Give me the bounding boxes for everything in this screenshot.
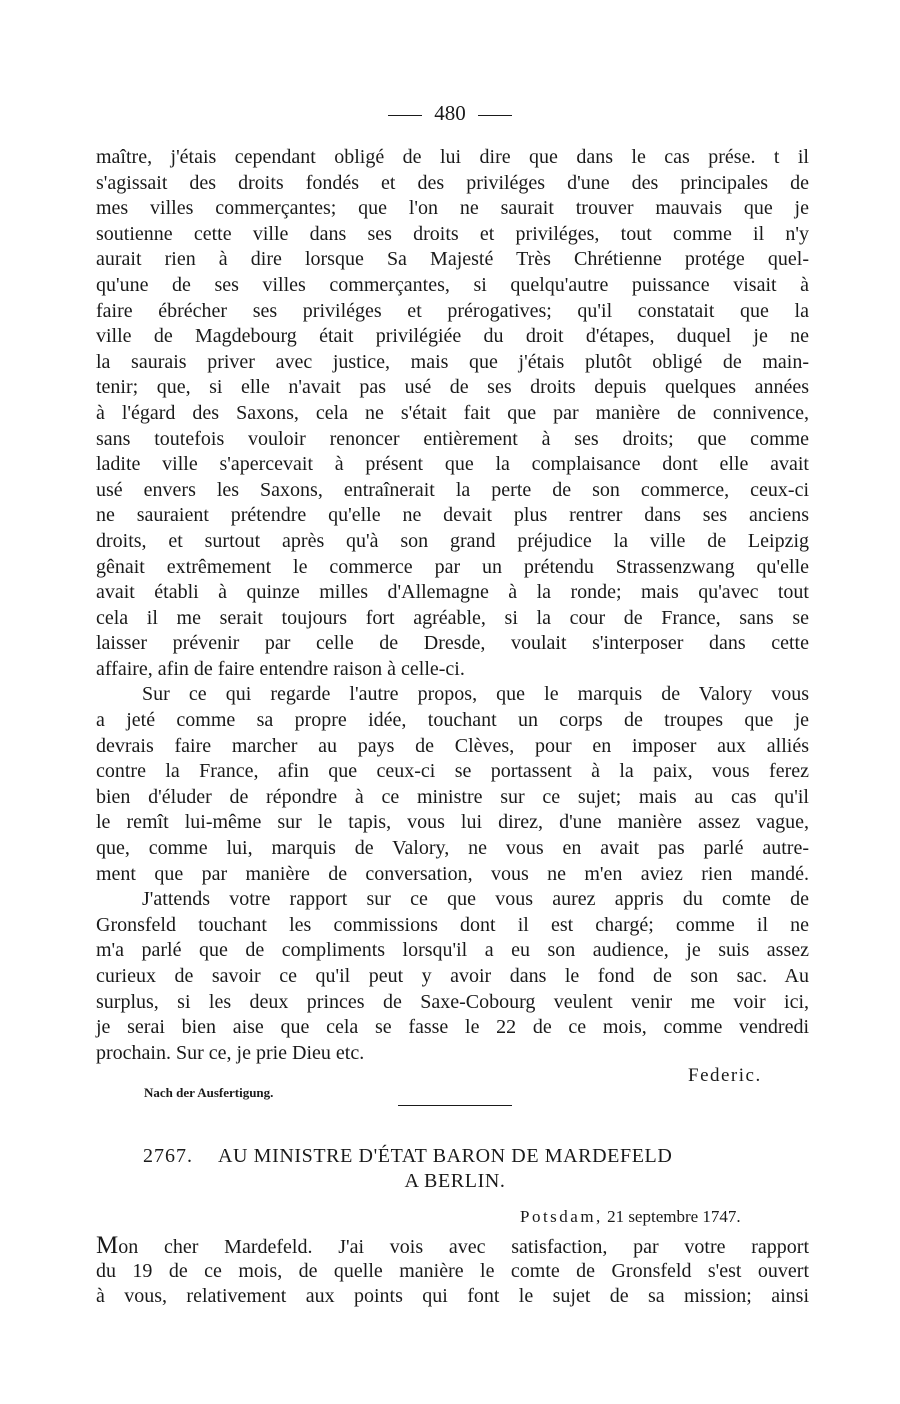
- letter-body: [96, 1233, 809, 1310]
- text-line: ladite ville s'apercevait à présent que la complaisance dont elle avait: [96, 453, 809, 476]
- text-line: faire ébrécher ses priviléges et prérogatives; qu'il constatait que la: [96, 299, 809, 322]
- text-line: devrais faire marcher au pays de Clèves, pour en imposer aux alliés: [96, 734, 809, 757]
- text-line: a jeté comme sa propre idée, touchant un corps de troupes que je: [96, 709, 809, 732]
- header-dash-left: [388, 115, 422, 116]
- source-note: Nach der Ausfertigung.: [144, 1085, 274, 1100]
- letter-heading-place: A BERLIN.: [404, 1170, 506, 1192]
- text-line-opening: [96, 1233, 809, 1259]
- letter-body-continued: [96, 145, 809, 1066]
- text-line: que, comme lui, marquis de Valory, ne vous en avait pas parlé autre-: [96, 837, 809, 860]
- text-line: à l'égard des Saxons, cela ne s'était fait que par manière de connivence,: [96, 401, 809, 424]
- text-line: avait établi à quinze milles d'Allemagne à la ronde; mais qu'avec tout: [96, 581, 809, 604]
- initial-capital: M: [96, 1232, 119, 1259]
- text-line: soutienne cette ville dans ses droits et priviléges, tout comme il n'y: [96, 222, 809, 245]
- text-line: contre la France, afin que ceux-ci se portassent à la paix, vous ferez: [96, 760, 809, 783]
- text-line: la saurais priver avec justice, mais que j'étais plutôt obligé de main-: [96, 350, 809, 373]
- text-line: tenir; que, si elle n'avait pas usé de ses droits depuis quelques années: [96, 376, 809, 399]
- text-line: curieux de savoir ce qu'il peut y avoir dans le fond de son sac. Au: [96, 965, 809, 987]
- opening-text: on cher Mardefeld. J'ai vois avec satisfaction, par votre rapport: [118, 1236, 809, 1258]
- text-line: Gronsfeld touchant les commissions dont il est chargé; comme il ne: [96, 913, 809, 936]
- section-divider: [398, 1105, 512, 1106]
- text-line: gênait extrêmement le commerce par un prétendu Strassenzwang qu'elle: [96, 555, 809, 578]
- text-line: J'attends votre rapport sur ce que vous aurez appris du comte de: [142, 888, 809, 911]
- text-line: usé envers les Saxons, entraînerait la perte de son commerce, ceux-ci: [96, 478, 809, 501]
- header-dash-right: [478, 115, 512, 116]
- text-line: surplus, si les deux princes de Saxe-Cobourg veulent venir me voir ici,: [96, 990, 809, 1013]
- signature: Federic.: [688, 1065, 762, 1086]
- text-line: je serai bien aise que cela se fasse le 22 de ce mois, comme vendredi: [96, 1016, 809, 1039]
- text-line: à vous, relativement aux points qui font le sujet de sa mission; ainsi: [96, 1285, 809, 1308]
- text-line: m'a parlé que de compliments lorsqu'il a eu son audience, je suis assez: [96, 939, 809, 962]
- text-line: cela il me serait toujours fort agréable, si la cour de France, sans se: [96, 606, 809, 629]
- letter-number: 2767.: [143, 1145, 193, 1167]
- text-line: qu'une de ses villes commerçantes, si quelqu'autre puissance visait à: [96, 273, 809, 296]
- text-line: droits, et surtout après qu'à son grand préjudice la ville de Leipzig: [96, 529, 809, 552]
- text-line: Sur ce qui regarde l'autre propos, que le marquis de Valory vous: [142, 683, 809, 706]
- text-line: le remît lui-même sur le tapis, vous lui direz, d'une manière assez vague,: [96, 811, 809, 834]
- text-line: ville de Magdebourg était privilégiée du droit d'étapes, duquel je ne: [96, 325, 809, 348]
- dateline-place: Potsdam,: [520, 1207, 603, 1226]
- text-line: laisser prévenir par celle de Dresde, voulait s'interposer dans cette: [96, 632, 809, 655]
- text-line: prochain. Sur ce, je prie Dieu etc.: [96, 1041, 365, 1064]
- page-number-header: [0, 101, 900, 126]
- text-line: bien d'éluder de répondre à ce ministre sur ce sujet; mais au cas qu'il: [96, 785, 809, 808]
- text-line: aurait rien à dire lorsque Sa Majesté Très Chrétienne protége quel-: [96, 248, 809, 271]
- text-line: sans toutefois vouloir renoncer entièrement à ses droits; que comme: [96, 427, 809, 450]
- letter-dateline: [520, 1207, 741, 1227]
- text-line: s'agissait des droits fondés et des priviléges d'une des principales de: [96, 171, 809, 194]
- text-line: ne sauraient prétendre qu'elle ne devait plus rentrer dans ses anciens: [96, 504, 809, 527]
- text-line: du 19 de ce mois, de quelle manière le comte de Gronsfeld s'est ouvert: [96, 1259, 809, 1282]
- letter-heading-recipient: AU MINISTRE D'ÉTAT BARON DE MARDEFELD: [218, 1145, 673, 1167]
- text-line: ment que par manière de conversation, vous ne m'en aviez rien mandé.: [96, 862, 809, 885]
- text-line: mes villes commerçantes; que l'on ne saurait trouver mauvais que je: [96, 197, 809, 220]
- text-line: maître, j'étais cependant obligé de lui dire que dans le cas prése. t il: [96, 146, 809, 168]
- page-number: 480: [434, 101, 466, 125]
- text-line: affaire, afin de faire entendre raison à celle-ci.: [96, 657, 465, 680]
- dateline-date: 21 septembre 1747.: [607, 1207, 741, 1226]
